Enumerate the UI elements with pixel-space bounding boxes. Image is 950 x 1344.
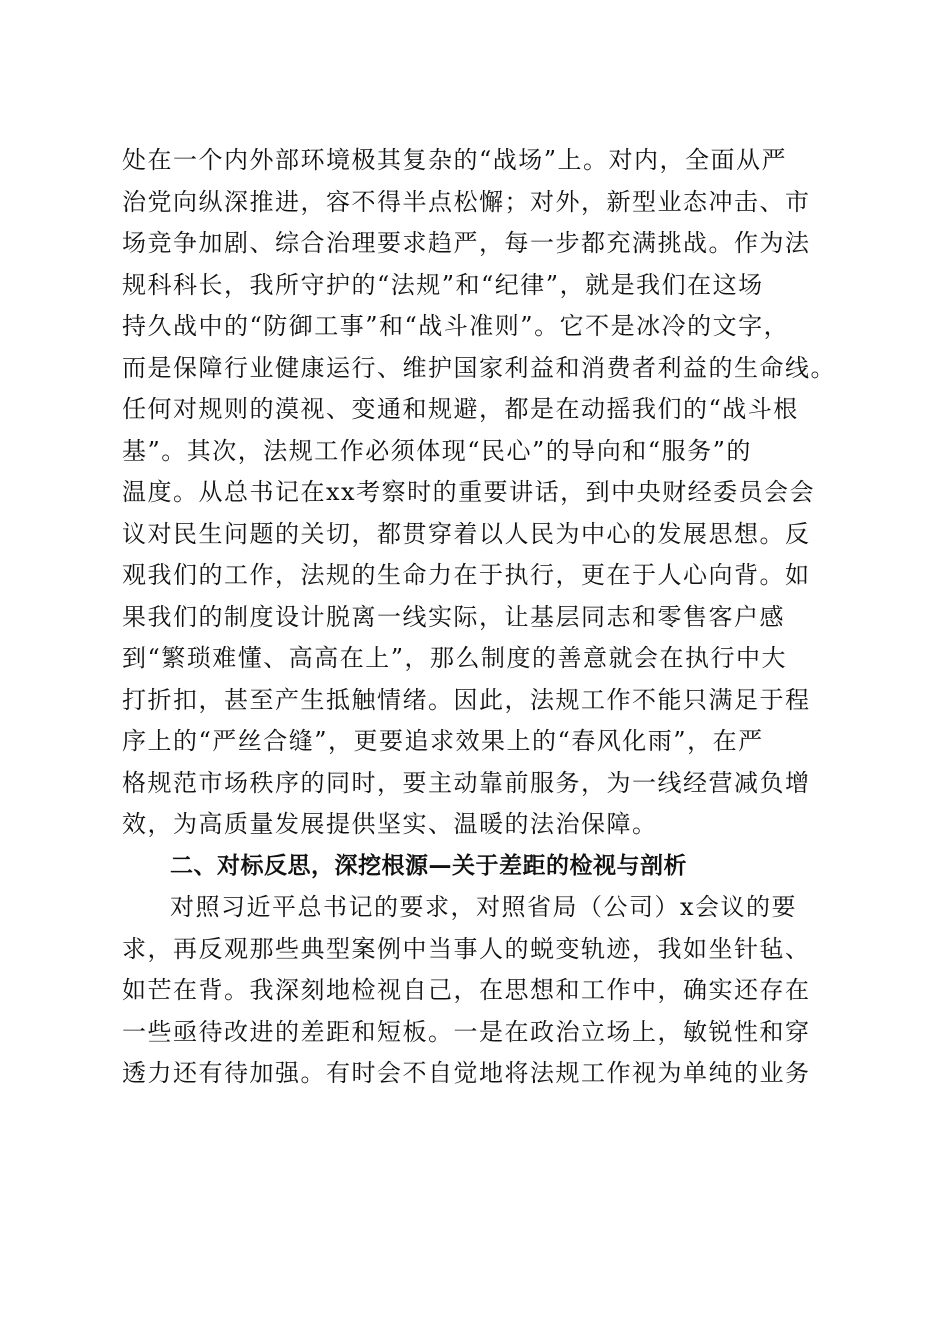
paragraph-line: 规科科长，我所守护的“法规”和“纪律”，就是我们在这场 xyxy=(122,270,764,299)
paragraph-line: 任何对规则的漠视、变通和规避，都是在动摇我们的“战斗根 xyxy=(122,395,799,423)
paragraph-line: 果我们的制度设计脱离一线实际，让基层同志和零售客户感 xyxy=(122,602,785,631)
document-body xyxy=(122,140,842,1095)
paragraph-line: 温度。从总书记在xx考察时的重要讲话，到中央财经委员会会 xyxy=(122,478,816,506)
paragraph-line: 持久战中的“防御工事”和“战斗准则”。它不是冰冷的文字， xyxy=(122,312,790,340)
paragraph-line: 对照习近平总书记的要求，对照省局（公司）x会议的要 xyxy=(170,893,798,921)
paragraph-line: 到“繁琐难懂、高高在上”，那么制度的善意就会在执行中大 xyxy=(122,644,788,672)
paragraph-line: 治党向纵深推进，容不得半点松懈；对外，新型业态冲击、市 xyxy=(122,187,811,216)
paragraph-line: 场竞争加剧、综合治理要求趋严，每一步都充满挑战。作为法 xyxy=(122,229,811,257)
paragraph-line: 观我们的工作，法规的生命力在于执行，更在于人心向背。如 xyxy=(122,561,811,589)
paragraph-line: 效，为高质量发展提供坚实、温暖的法治保障。 xyxy=(122,810,658,838)
paragraph-line: 而是保障行业健康运行、维护国家利益和消费者利益的生命线。 xyxy=(122,353,836,382)
paragraph-line: 透力还有待加强。有时会不自觉地将法规工作视为单纯的业务 xyxy=(122,1059,811,1087)
paragraph-line: 打折扣，甚至产生抵触情绪。因此，法规工作不能只满足于程 xyxy=(122,685,811,714)
paragraph-line: 格规范市场秩序的同时，要主动靠前服务，为一线经营减负增 xyxy=(122,768,811,797)
paragraph-line: 如芒在背。我深刻地检视自己，在思想和工作中，确实还存在 xyxy=(122,976,811,1004)
paragraph-line: 一些亟待改进的差距和短板。一是在政治立场上，敏锐性和穿 xyxy=(122,1017,811,1046)
paragraph-line: 求，再反观那些典型案例中当事人的蜕变轨迹，我如坐针毡、 xyxy=(122,934,811,963)
section-heading: 二、对标反思，深挖根源—关于差距的检视与剖析 xyxy=(170,852,687,879)
paragraph-line: 处在一个内外部环境极其复杂的“战场”上。对内，全面从严 xyxy=(122,146,788,174)
paragraph-line: 序上的“严丝合缝”，更要追求效果上的“春风化雨”，在严 xyxy=(122,727,764,755)
paragraph-line: 基”。其次，法规工作必须体现“民心”的导向和“服务”的 xyxy=(122,436,752,465)
paragraph-line: 议对民生问题的关切，都贯穿着以人民为中心的发展思想。反 xyxy=(122,519,811,548)
